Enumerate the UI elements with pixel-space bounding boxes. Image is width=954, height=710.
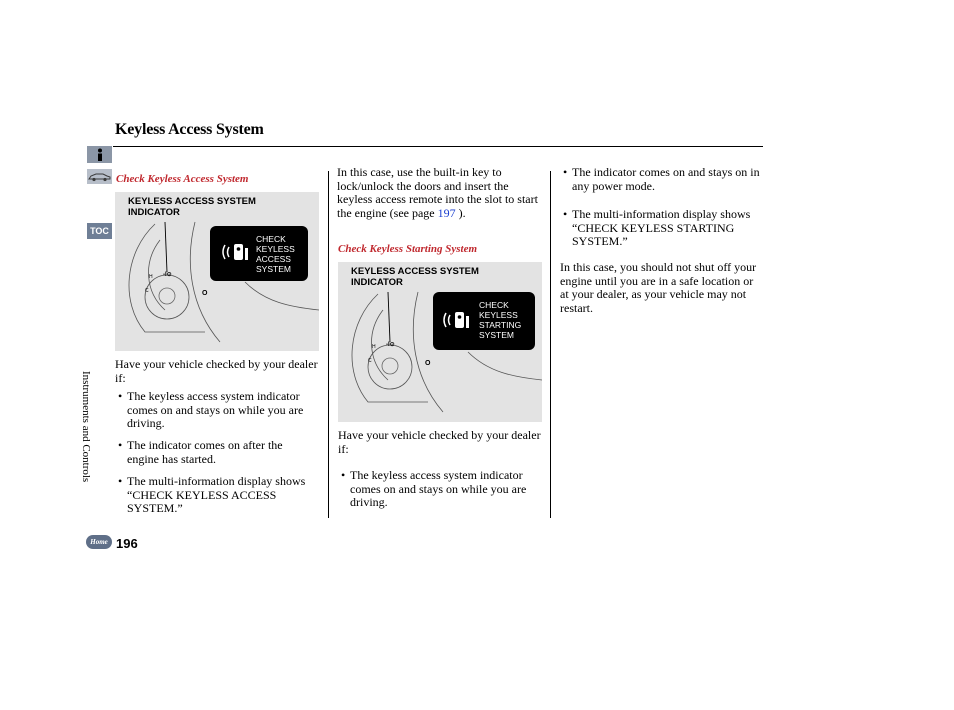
home-button[interactable]: Home xyxy=(86,535,112,549)
list-item: • The indicator comes on and stays on in any power mode. xyxy=(563,165,760,193)
check-keyless-indicator xyxy=(433,292,535,350)
check-keyless-indicator xyxy=(210,226,308,281)
svg-text:-I⊙: -I⊙ xyxy=(163,272,172,278)
indicator-message: CHECK KEYLESS ACCESS SYSTEM xyxy=(256,234,295,274)
section-label: Instruments and Controls xyxy=(80,371,92,483)
column-divider xyxy=(328,171,329,518)
title-rule xyxy=(113,146,763,147)
list-item: • The multi-information display shows “CHECK KEYLESS STARTING SYSTEM.” xyxy=(563,207,751,248)
list-item: • The keyless access system indicator comes on and stays on while you are driving. xyxy=(118,389,304,430)
info-icon xyxy=(95,148,105,162)
column-divider xyxy=(550,171,551,518)
indicator-figure xyxy=(115,192,319,351)
page-title: Keyless Access System xyxy=(115,121,264,138)
page-number: 196 xyxy=(116,536,138,551)
keyless-fob-icon xyxy=(220,238,252,266)
list-item: • The multi-information display shows “CHECK KEYLESS ACCESS SYSTEM.” xyxy=(118,474,306,515)
section-tab xyxy=(80,243,106,483)
figure-label: KEYLESS ACCESS SYSTEM INDICATOR xyxy=(128,196,256,218)
car-icon xyxy=(88,171,111,182)
svg-text:H: H xyxy=(372,344,376,350)
car-button[interactable] xyxy=(87,169,112,184)
svg-text:O: O xyxy=(202,290,208,297)
indicator-message: CHECK KEYLESS STARTING SYSTEM xyxy=(479,300,522,340)
list-item: • The keyless access system indicator comes on and stays on while you are driving. xyxy=(341,468,527,509)
subheading-check-keyless-starting: Check Keyless Starting System xyxy=(338,243,478,255)
subheading-check-keyless-access: Check Keyless Access System xyxy=(116,173,249,185)
col3-paragraph: In this case, you should not shut off your engine until you are in a safe location or at your dealer, as your vehicle may not restart. xyxy=(560,260,757,315)
info-button[interactable] xyxy=(87,146,112,163)
col2-paragraph: In this case, use the built-in key to lock/unlock the doors and insert the keyless access remote into the slot to start the engine (see page 197 ). xyxy=(337,165,538,220)
toc-button[interactable]: TOC xyxy=(87,223,112,239)
figure-label: KEYLESS ACCESS SYSTEM INDICATOR xyxy=(351,266,479,288)
svg-text:H: H xyxy=(149,274,153,280)
page-link[interactable]: 197 xyxy=(437,205,456,220)
col1-intro: Have your vehicle checked by your dealer if: xyxy=(115,357,318,385)
col2-intro: Have your vehicle checked by your dealer if: xyxy=(338,428,541,456)
svg-text:O: O xyxy=(425,360,431,367)
keyless-fob-icon xyxy=(441,306,473,334)
svg-text:-I⊙: -I⊙ xyxy=(386,342,395,348)
indicator-figure xyxy=(338,262,542,422)
svg-text:C: C xyxy=(368,358,372,364)
list-item: • The indicator comes on after the engine has started. xyxy=(118,438,283,466)
svg-text:C: C xyxy=(145,288,149,294)
